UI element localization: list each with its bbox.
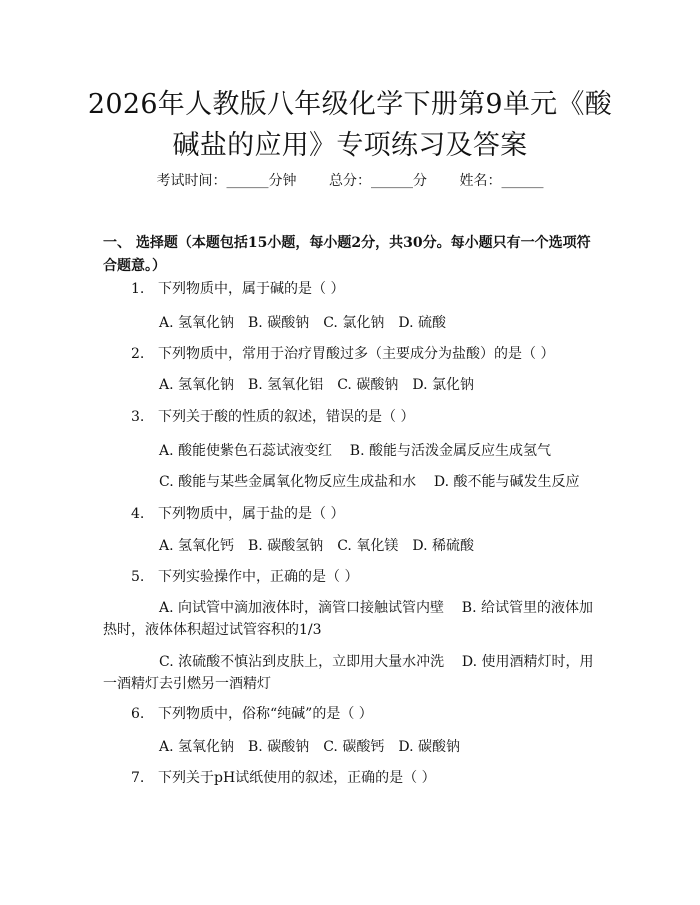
- question-number: 5.: [131, 569, 145, 585]
- exam-time: 考试时间：______分钟: [156, 173, 297, 189]
- option-c: C. 碳酸钠: [337, 377, 399, 393]
- question-1-options: [159, 313, 460, 333]
- section-heading: 一、 选择题（本题包括15小题，每小题2分，共30分。每小题只有一个选项符合题意。）: [103, 235, 591, 274]
- exam-info: [0, 170, 700, 190]
- question-4-options: [159, 536, 488, 556]
- question-4: [131, 504, 344, 524]
- option-d: D. 氯化钠: [412, 377, 474, 393]
- question-1: [131, 279, 344, 299]
- question-5: [131, 567, 358, 587]
- question-5-options-para2: C. 浓硫酸不慎沾到皮肤上，立即用大量水冲洗 D. 使用酒精灯时，用一酒精灯去引燃另一酒精灯: [103, 654, 594, 692]
- option-a: A. 氢氧化钙: [159, 538, 235, 554]
- option-d: D. 碳酸钠: [398, 739, 460, 755]
- question-2-options: [159, 375, 488, 395]
- option-d: D. 稀硫酸: [412, 538, 474, 554]
- option-a: A. 氢氧化钠: [159, 377, 235, 393]
- question-number: 1.: [131, 281, 145, 297]
- question-3-options-line1: A. 酸能使紫色石蕊试液变红 B. 酸能与活泼金属反应生成氢气: [159, 443, 551, 459]
- option-b: B. 氢氧化铝: [248, 377, 324, 393]
- question-text: 下列物质中，俗称“纯碱”的是（ ）: [158, 706, 373, 722]
- option-a: A. 氢氧化钠: [159, 739, 235, 755]
- question-text: 下列关于pH试纸使用的叙述，正确的是（ ）: [158, 770, 436, 786]
- question-6-options: [159, 737, 474, 757]
- question-6: [131, 704, 373, 724]
- question-2: [131, 344, 554, 364]
- question-5-options-para1: A. 向试管中滴加液体时，滴管口接触试管内壁 B. 给试管里的液体加热时，液体体积超过试管容积的1/3: [103, 600, 593, 638]
- document-title: 2026年人教版八年级化学下册第9单元《酸碱盐的应用》专项练习及答案: [87, 89, 613, 161]
- option-d: D. 硫酸: [398, 315, 446, 331]
- exam-score: 总分：______分: [329, 173, 427, 189]
- question-3: [131, 407, 414, 427]
- option-c: C. 碳酸钙: [323, 739, 385, 755]
- question-3-options-line2: C. 酸能与某些金属氧化物反应生成盐和水 D. 酸不能与碱发生反应: [159, 474, 580, 490]
- question-text: 下列实验操作中，正确的是（ ）: [158, 569, 359, 585]
- question-text: 下列物质中，常用于治疗胃酸过多（主要成分为盐酸）的是（ ）: [158, 346, 555, 362]
- option-c: C. 氧化镁: [337, 538, 399, 554]
- question-text: 下列物质中，属于盐的是（ ）: [158, 506, 345, 522]
- question-number: 6.: [131, 706, 145, 722]
- question-number: 7.: [131, 770, 145, 786]
- option-b: B. 碳酸钠: [248, 739, 310, 755]
- question-7: [131, 768, 436, 788]
- option-a: A. 氢氧化钠: [159, 315, 235, 331]
- option-b: B. 碳酸氢钠: [248, 538, 324, 554]
- option-c: C. 氯化钠: [323, 315, 385, 331]
- exam-name: 姓名：______: [459, 173, 544, 189]
- question-number: 4.: [131, 506, 145, 522]
- question-number: 2.: [131, 346, 145, 362]
- question-text: 下列物质中，属于碱的是（ ）: [158, 281, 345, 297]
- option-b: B. 碳酸钠: [248, 315, 310, 331]
- question-text: 下列关于酸的性质的叙述，错误的是（ ）: [158, 409, 415, 425]
- question-number: 3.: [131, 409, 145, 425]
